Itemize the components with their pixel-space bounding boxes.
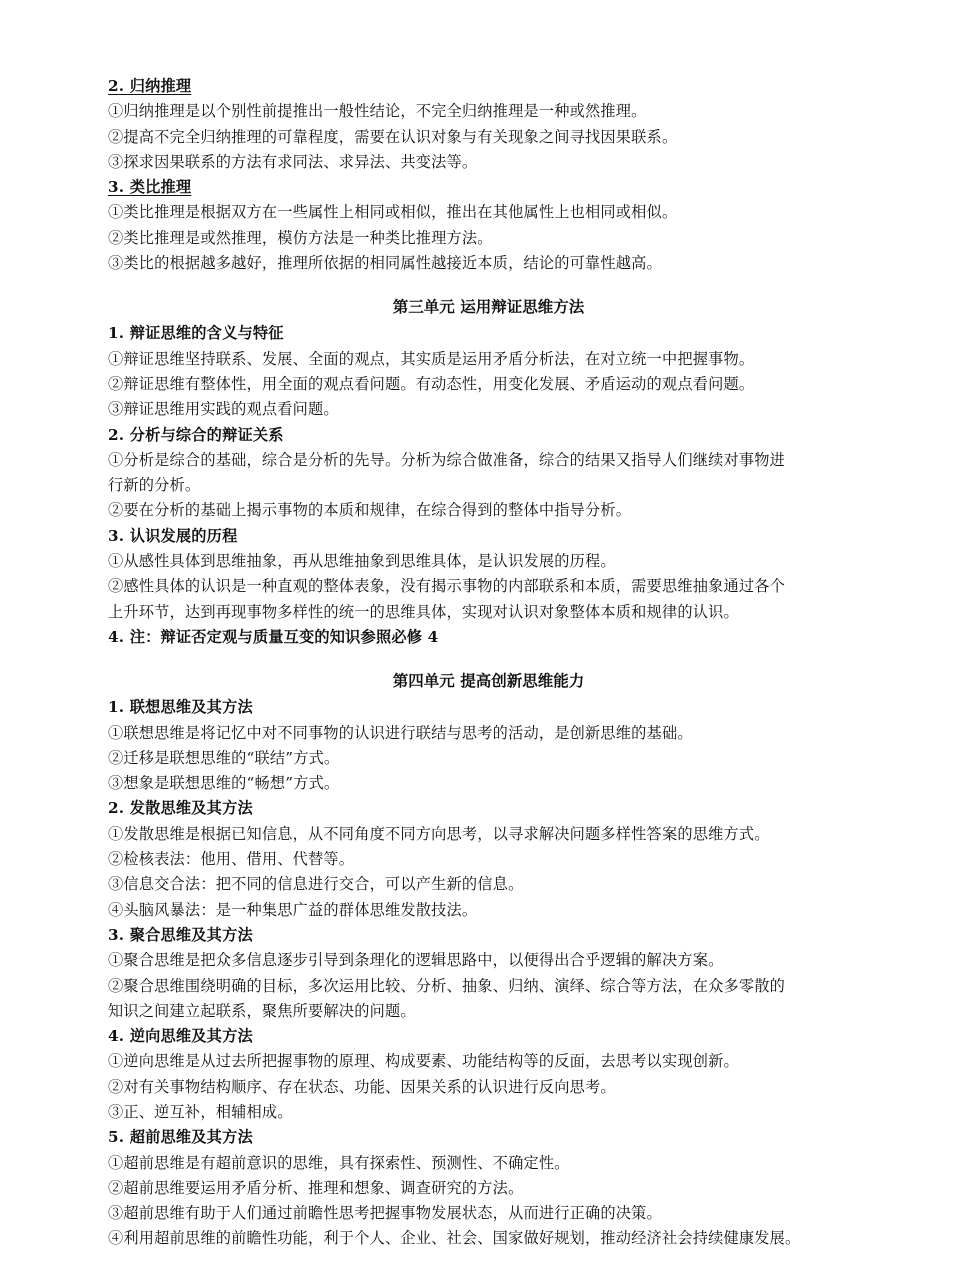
list-item: ②类比推理是或然推理，模仿方法是一种类比推理方法。 bbox=[108, 228, 493, 247]
list-item: ②聚合思维围绕明确的目标，多次运用比较、分析、抽象、归纳、演绎、综合等方法，在众多零散的 bbox=[108, 976, 786, 995]
list-item: ①分析是综合的基础，综合是分析的先导。分析为综合做准备，综合的结果又指导人们继续对事物进 bbox=[108, 450, 786, 469]
list-item: ③辩证思维用实践的观点看问题。 bbox=[108, 400, 339, 419]
list-item: ③超前思维有助于人们通过前瞻性思考把握事物发展状态，从而进行正确的决策。 bbox=[108, 1204, 662, 1223]
list-item: ③正、逆互补，相辅相成。 bbox=[108, 1102, 293, 1121]
list-item: ③探求因果联系的方法有求同法、求异法、共变法等。 bbox=[108, 152, 478, 171]
list-item: ②感性具体的认识是一种直观的整体表象，没有揭示事物的内部联系和本质，需要思维抽象通过各个 bbox=[108, 577, 786, 596]
list-item-continuation: 行新的分析。 bbox=[108, 476, 201, 495]
list-item: ①逆向思维是从过去所把握事物的原理、构成要素、功能结构等的反面，去思考以实现创新。 bbox=[108, 1052, 739, 1071]
heading-analogical-reasoning: 3. 类比推理 bbox=[108, 178, 192, 197]
list-item: ②对有关事物结构顺序、存在状态、功能、因果关系的认识进行反向思考。 bbox=[108, 1077, 616, 1096]
list-item: ③想象是联想思维的“畅想”方式。 bbox=[108, 774, 340, 793]
list-item: ①辩证思维坚持联系、发展、全面的观点，其实质是运用矛盾分析法，在对立统一中把握事物。 bbox=[108, 349, 755, 368]
heading-analysis-synthesis: 2. 分析与综合的辩证关系 bbox=[108, 425, 284, 444]
heading-reverse-thinking: 4. 逆向思维及其方法 bbox=[108, 1027, 253, 1046]
list-item: ②超前思维要运用矛盾分析、推理和想象、调查研究的方法。 bbox=[108, 1178, 524, 1197]
list-item-continuation: 知识之间建立起联系，聚焦所要解决的问题。 bbox=[108, 1001, 416, 1020]
list-item: ①超前思维是有超前意识的思维，具有探索性、预测性、不确定性。 bbox=[108, 1153, 570, 1172]
list-item: ③信息交合法：把不同的信息进行交合，可以产生新的信息。 bbox=[108, 875, 524, 894]
list-item: ①从感性具体到思维抽象，再从思维抽象到思维具体，是认识发展的历程。 bbox=[108, 552, 616, 571]
heading-note: 4. 注：辩证否定观与质量互变的知识参照必修 4 bbox=[108, 627, 439, 646]
heading-dialectical-thinking: 1. 辩证思维的含义与特征 bbox=[108, 324, 284, 343]
list-item: ③类比的根据越多越好，推理所依据的相同属性越接近本质，结论的可靠性越高。 bbox=[108, 254, 662, 273]
heading-advanced-thinking: 5. 超前思维及其方法 bbox=[108, 1128, 253, 1147]
list-item: ①联想思维是将记忆中对不同事物的认识进行联结与思考的活动，是创新思维的基础。 bbox=[108, 723, 693, 742]
list-item: ①类比推理是根据双方在一些属性上相同或相似，推出在其他属性上也相同或相似。 bbox=[108, 203, 678, 222]
list-item: ①归纳推理是以个别性前提推出一般性结论，不完全归纳推理是一种或然推理。 bbox=[108, 102, 647, 121]
heading-convergent-thinking: 3. 聚合思维及其方法 bbox=[108, 925, 253, 944]
list-item: ④利用超前思维的前瞻性功能，利于个人、企业、社会、国家做好规划，推动经济社会持续健康发展。 bbox=[108, 1229, 801, 1248]
list-item: ①聚合思维是把众多信息逐步引导到条理化的逻辑思路中，以便得出合乎逻辑的解决方案。 bbox=[108, 951, 724, 970]
heading-associative-thinking: 1. 联想思维及其方法 bbox=[108, 698, 253, 717]
list-item: ②辩证思维有整体性，用全面的观点看问题。有动态性，用变化发展、矛盾运动的观点看问题。 bbox=[108, 374, 755, 393]
list-item-continuation: 上升环节，达到再现事物多样性的统一的思维具体，实现对认识对象整体本质和规律的认识。 bbox=[108, 602, 739, 621]
list-item: ①发散思维是根据已知信息，从不同角度不同方向思考，以寻求解决问题多样性答案的思维方式。 bbox=[108, 824, 770, 843]
list-item: ②检核表法：他用、借用、代替等。 bbox=[108, 850, 355, 869]
unit-3-title: 第三单元 运用辩证思维方法 bbox=[392, 297, 585, 317]
heading-cognition-process: 3. 认识发展的历程 bbox=[108, 526, 238, 545]
list-item: ②迁移是联想思维的“联结”方式。 bbox=[108, 748, 340, 767]
list-item: ②提高不完全归纳推理的可靠程度，需要在认识对象与有关现象之间寻找因果联系。 bbox=[108, 127, 678, 146]
unit-4-title: 第四单元 提高创新思维能力 bbox=[392, 671, 585, 691]
list-item: ④头脑风暴法：是一种集思广益的群体思维发散技法。 bbox=[108, 900, 478, 919]
list-item: ②要在分析的基础上揭示事物的本质和规律，在综合得到的整体中指导分析。 bbox=[108, 501, 632, 520]
heading-divergent-thinking: 2. 发散思维及其方法 bbox=[108, 799, 253, 818]
heading-inductive-reasoning: 2. 归纳推理 bbox=[108, 77, 192, 95]
